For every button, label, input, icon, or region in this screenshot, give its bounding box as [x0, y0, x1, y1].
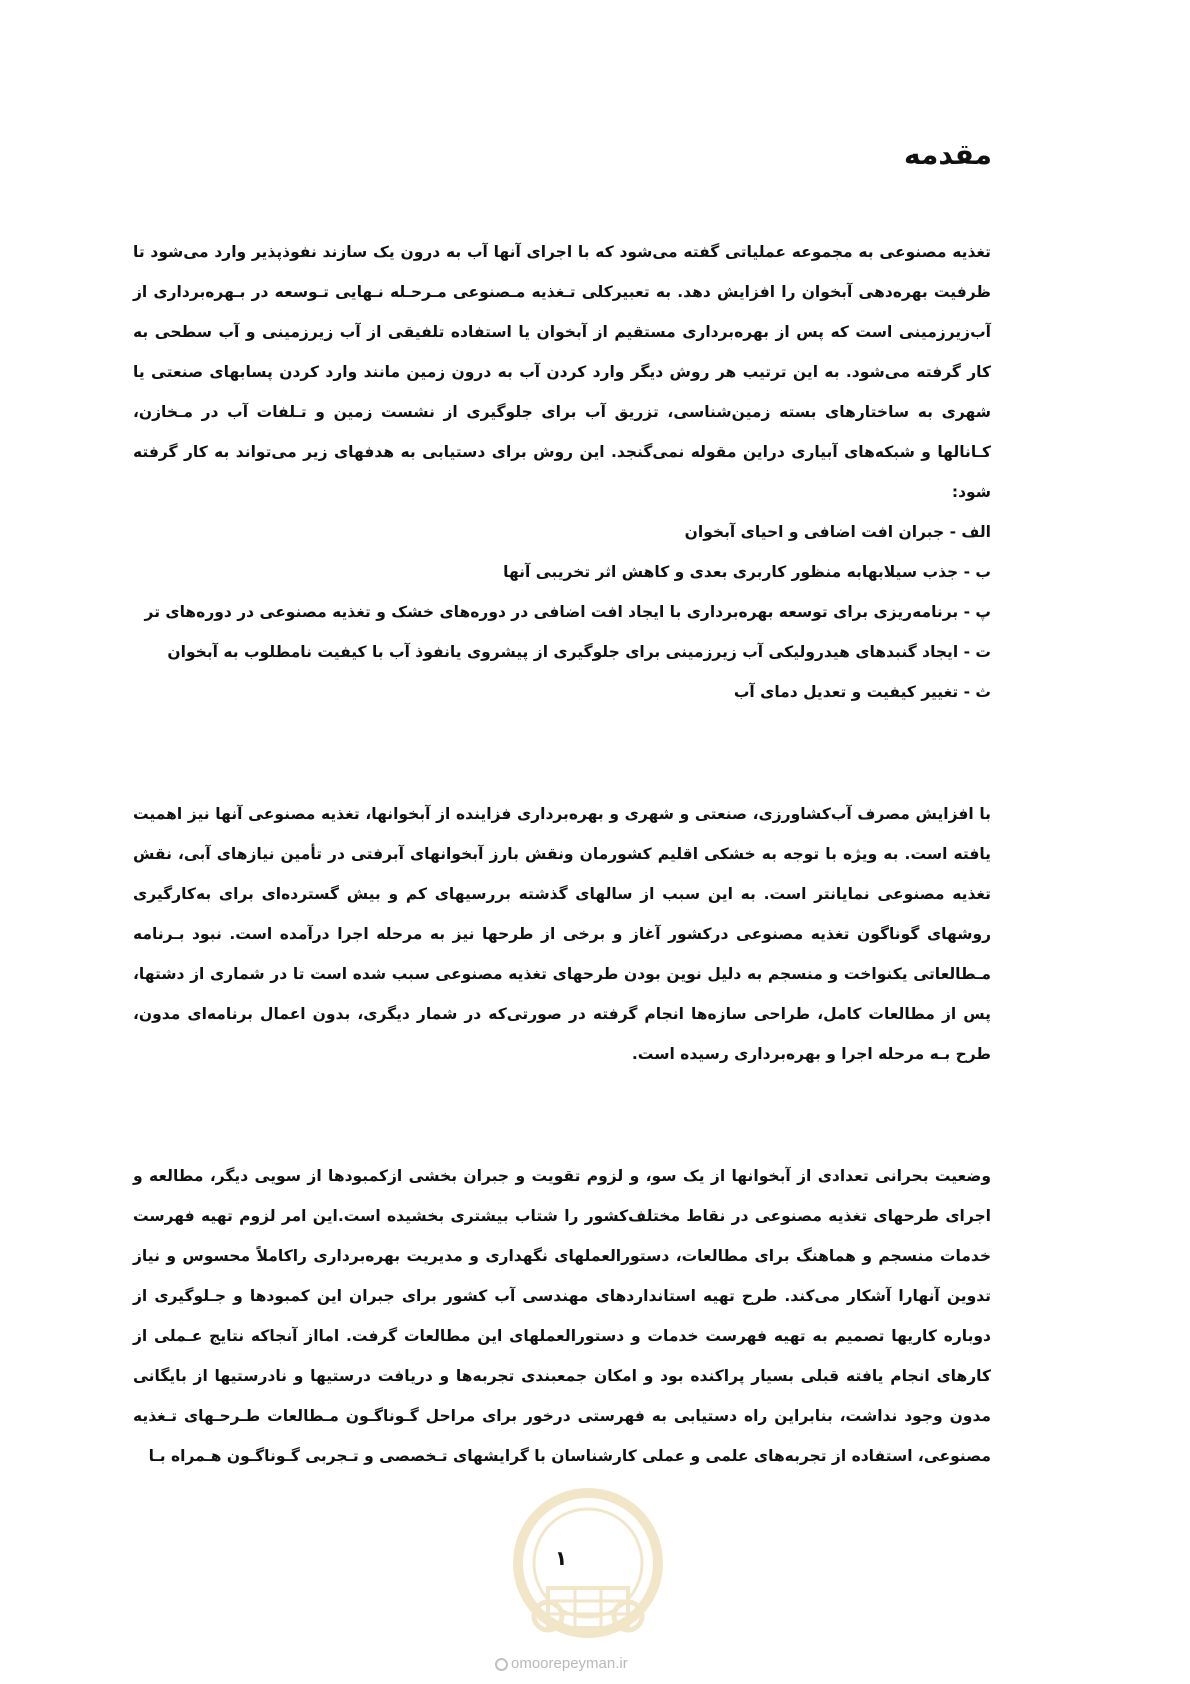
- page-number: ۱: [555, 1546, 568, 1570]
- watermark-site-label: omoorepeyman.ir: [511, 1655, 628, 1672]
- text-line: شبکه‌های آبیاری دراین مقوله نمی‌گنجد. این روش برای دستیابی به هدفهای زیر می‌تواند به کار گرفته شود:: [133, 443, 991, 501]
- text-line: ظرفیت بهره‌دهی آبخوان را افزایش دهد. به تعبیرکلی تـغذیه مـصنوعی مـرحـله نـهایی تـوسعه در بـهره‌برداری از: [133, 283, 991, 301]
- section-heading: مقدمه: [904, 138, 992, 171]
- paragraph-2: [133, 794, 991, 1074]
- body-text: [133, 232, 991, 1476]
- text-line: یافته است. به ویژه با توجه به خشکی اقلیم کشورمان ونقش بارز آبخوانهای آبرفتی در تأمین نیازهای آبی، نقش تغذیه: [133, 845, 991, 903]
- list-item: الف - جبران افت اضافی و احیای آبخوان: [684, 523, 991, 541]
- text-line: تغذیه مصنوعی به مجموعه عملیاتی گفته می‌شود که با اجرای آنها آب به درون یک سازند نفوذپذیر وارد می‌شود تا: [133, 243, 991, 261]
- watermark-site-text: [495, 1655, 628, 1672]
- paragraph-1: [133, 232, 991, 512]
- text-line: گوناگون تغذیه مصنوعی درکشور آغاز و برخی از طرحها نیز به مرحله اجرا درآمده است. نبود بـرنامه مـطالعاتی: [133, 925, 991, 983]
- list-item: ث - تغییر کیفیت و تعدیل دمای آب: [733, 683, 991, 701]
- text-line: خدمات منسجم و هماهنگ برای مطالعات، دستورالعملهای نگهداری و مدیریت بهره‌برداری راکاملاً محسوس و نیاز: [133, 1247, 991, 1265]
- text-line: مصنوعی، استفاده از تجربه‌های علمی و عملی کارشناسان با گرایشهای تـخصصی و تـجربی گـوناگـون هـمراه بـا: [148, 1447, 991, 1465]
- paragraph-spacer: [133, 712, 991, 794]
- text-line: کارهای انجام یافته قبلی بسیار پراکنده بود و امکان جمعبندی تجربه‌ها و دریافت درستیها و نادرستیها از بایگانی: [133, 1367, 991, 1385]
- text-line: یکنواخت و منسجم به دلیل نوین بودن طرحهای تغذیه مصنوعی سبب شده است تا در شماری از دشتها، پس از: [133, 965, 991, 1023]
- text-line: با افزایش مصرف آب‌کشاورزی، صنعتی و شهری و بهره‌برداری فزاینده از آبخوانها، تغذیه مصنوعی آنها نیز اهمیت: [133, 805, 991, 823]
- list-item: ت - ایجاد گنبدهای هیدرولیکی آب زیرزمینی برای جلوگیری از پیشروی یانفوذ آب با کیفیت نامطلوب به آبخوان: [167, 643, 991, 661]
- text-line: مطالعات کامل، طراحی سازه‌ها انجام گرفته در صورتی‌که در شمار دیگری، بدون اعمال برنامه‌ای مدون، طرح بـه: [133, 1005, 991, 1063]
- list-item: ب - جذب سیلابهابه منظور کاربری بعدی و کاهش اثر تخریبی آنها: [503, 563, 991, 581]
- text-line: گرفته می‌شود. به این ترتیب هر روش دیگر وارد کردن آب به درون زمین مانند وارد کردن پسابهای صنعتی یا شهری: [133, 363, 991, 421]
- text-line: وضعیت بحرانی تعدادی از آبخوانها از یک سو، و لزوم تقویت و جبران بخشی ازکمبودها از سویی دیگر، مطالعه و: [133, 1167, 991, 1185]
- text-line: به ساختارهای بسته زمین‌شناسی، تزریق آب برای جلوگیری از نشست زمین و تـلفات آب در مـخازن، کـانالها و: [133, 403, 991, 461]
- list-item: پ - برنامه‌ریزی برای توسعه بهره‌برداری با ایجاد افت اضافی در دوره‌های خشک و تغذیه مصنوعی در دوره‌های تر: [144, 603, 991, 621]
- text-line: دوباره کاریها تصمیم به تهیه فهرست خدمات و دستورالعملهای این مطالعات گرفت. امااز آنجاکه نتایج عـملی از: [133, 1327, 991, 1345]
- text-line: مرحله اجرا و بهره‌برداری رسیده است.: [631, 1045, 925, 1063]
- at-sign-icon: [495, 1658, 508, 1671]
- text-line: تدوین آنهارا آشکار می‌کند. طرح تهیه استانداردهای مهندسی آب کشور برای جبران این کمبودها و جـلوگیری از: [133, 1287, 991, 1305]
- text-line: اجرای طرحهای تغذیه مصنوعی در نقاط مختلف‌کشور را شتاب بیشتری بخشیده است.این امر لزوم تهیه فهرست: [133, 1207, 991, 1225]
- paragraph-spacer: [133, 1074, 991, 1156]
- text-line: آب‌زیرزمینی است که پس از بهره‌برداری مستقیم از آبخوان یا استفاده تلفیقی از آب زیرزمینی و آب سطحی به کار: [133, 323, 991, 381]
- paragraph-3: [133, 1156, 991, 1476]
- watermark-seal-icon: [478, 1478, 698, 1638]
- text-line: مدون وجود نداشت، بنابراین راه دستیابی به فهرستی درخور برای مراحل گـوناگـون مـطالعات طـرحـهای تـغذیه: [133, 1407, 991, 1425]
- text-line: مصنوعی نمایانتر است. به این سبب از سالهای گذشته بررسیهای کم و بیش گسترده‌ای برای به‌کارگیری روشهای: [133, 885, 991, 943]
